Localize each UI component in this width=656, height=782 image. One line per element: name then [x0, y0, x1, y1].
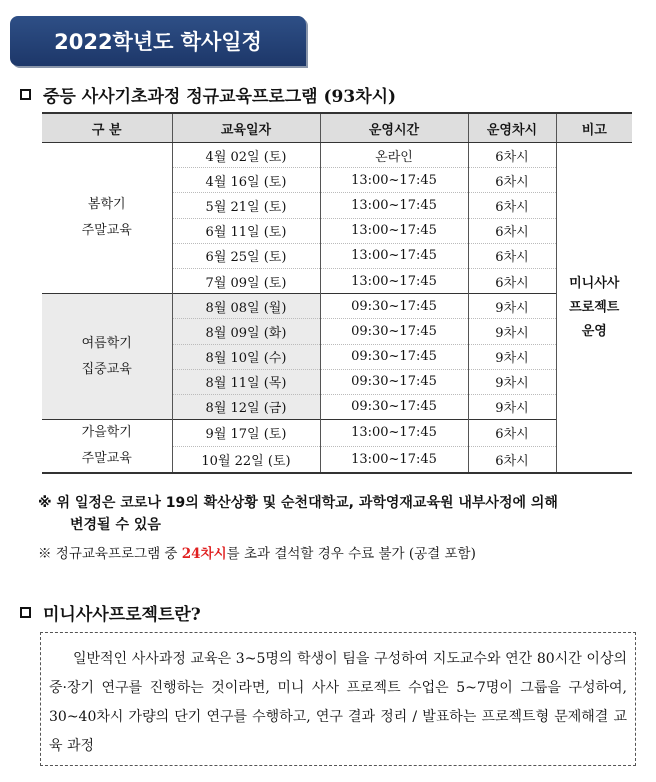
date-cell: 10월 22일 (토): [172, 446, 320, 473]
schedule-table: [42, 112, 632, 474]
time-cell: 09:30~17:45: [320, 294, 468, 319]
date-cell: 8월 10일 (수): [172, 344, 320, 369]
note-text: ※ 정규교육프로그램 중: [38, 546, 182, 562]
note-cell: [556, 143, 632, 474]
sessions-cell: 6차시: [468, 420, 556, 446]
section-title-text: 중등 사사기초과정 정규교육프로그램 (93차시): [43, 87, 397, 107]
group-label-summer: [42, 294, 172, 420]
group-label-line: 주말교육: [81, 223, 132, 239]
time-cell: 09:30~17:45: [320, 344, 468, 369]
table-row: [42, 143, 632, 168]
time-cell: 09:30~17:45: [320, 319, 468, 344]
notes-block: [38, 492, 558, 562]
checkbox-bullet-icon: [20, 89, 31, 100]
column-header: 비고: [556, 113, 632, 143]
time-cell: 13:00~17:45: [320, 168, 468, 193]
date-cell: 4월 02일 (토): [172, 143, 320, 168]
group-label-spring: [42, 143, 172, 294]
section-title-schedule: [20, 82, 396, 107]
description-box: [40, 632, 636, 766]
time-cell: 13:00~17:45: [320, 446, 468, 473]
section-title-text: 미니사사프로젝트란?: [43, 605, 201, 625]
column-header: 교육일자: [172, 113, 320, 143]
sessions-cell: 9차시: [468, 344, 556, 369]
sessions-cell: 9차시: [468, 369, 556, 394]
date-cell: 8월 11일 (목): [172, 369, 320, 394]
table-row: [42, 294, 632, 319]
section-title-mini-project: [20, 600, 201, 625]
time-cell: 13:00~17:45: [320, 268, 468, 293]
sessions-cell: 6차시: [468, 268, 556, 293]
group-label-autumn: [42, 420, 172, 474]
time-cell: 온라인: [320, 143, 468, 168]
date-cell: 9월 17일 (토): [172, 420, 320, 446]
sessions-cell: 9차시: [468, 394, 556, 419]
checkbox-bullet-icon: [20, 607, 31, 618]
date-cell: 6월 25일 (토): [172, 243, 320, 268]
note-line: ※ 위 일정은 코로나 19의 확산상황 및 순천대학교, 과학영재교육원 내부사정에 의해: [38, 495, 558, 511]
description-text: 일반적인 사사과정 교육은 3~5명의 학생이 팀을 구성하여 지도교수와 연간 80시간 이상의 중·장기 연구를 진행하는 것이라면, 미니 사사 프로젝트 수업은 5~7명이 그룹을 구성하여, 30~40차시 가량의 단기 연구를 수행하고, 연구 결과 정리 / 발표하는 프로젝트형 문제해결 교육 과정: [49, 651, 627, 754]
sessions-cell: 6차시: [468, 243, 556, 268]
group-label-line: 가을학기: [81, 425, 132, 441]
time-cell: 09:30~17:45: [320, 369, 468, 394]
time-cell: 09:30~17:45: [320, 394, 468, 419]
group-label-line: 봄학기: [87, 197, 126, 213]
time-cell: 13:00~17:45: [320, 420, 468, 446]
column-header: 구 분: [42, 113, 172, 143]
sessions-cell: 6차시: [468, 218, 556, 243]
date-cell: 5월 21일 (토): [172, 193, 320, 218]
note-highlight: 24차시: [181, 546, 227, 562]
date-cell: 6월 11일 (토): [172, 218, 320, 243]
note-absence: [38, 542, 558, 562]
note-covid: [38, 492, 558, 536]
sessions-cell: 9차시: [468, 319, 556, 344]
column-header: 운영차시: [468, 113, 556, 143]
time-cell: 13:00~17:45: [320, 243, 468, 268]
sessions-cell: 9차시: [468, 294, 556, 319]
date-cell: 4월 16일 (토): [172, 168, 320, 193]
note-line: 운영: [581, 323, 607, 339]
table-row: [42, 420, 632, 446]
note-text: 를 초과 결석할 경우 수료 불가 (공결 포함): [226, 546, 476, 562]
note-line: 미니사사: [569, 275, 620, 291]
date-cell: 8월 09일 (화): [172, 319, 320, 344]
page-banner: 2022학년도 학사일정: [10, 16, 306, 66]
time-cell: 13:00~17:45: [320, 218, 468, 243]
time-cell: 13:00~17:45: [320, 193, 468, 218]
date-cell: 8월 12일 (금): [172, 394, 320, 419]
date-cell: 7월 09일 (토): [172, 268, 320, 293]
sessions-cell: 6차시: [468, 168, 556, 193]
group-label-line: 집중교육: [81, 361, 132, 377]
table-header-row: [42, 113, 632, 143]
note-line: 프로젝트: [569, 299, 620, 315]
sessions-cell: 6차시: [468, 143, 556, 168]
date-cell: 8월 08일 (월): [172, 294, 320, 319]
sessions-cell: 6차시: [468, 193, 556, 218]
group-label-line: 주말교육: [81, 451, 132, 467]
column-header: 운영시간: [320, 113, 468, 143]
note-line: 변경될 수 있음: [70, 517, 161, 533]
group-label-line: 여름학기: [81, 335, 132, 351]
sessions-cell: 6차시: [468, 446, 556, 473]
